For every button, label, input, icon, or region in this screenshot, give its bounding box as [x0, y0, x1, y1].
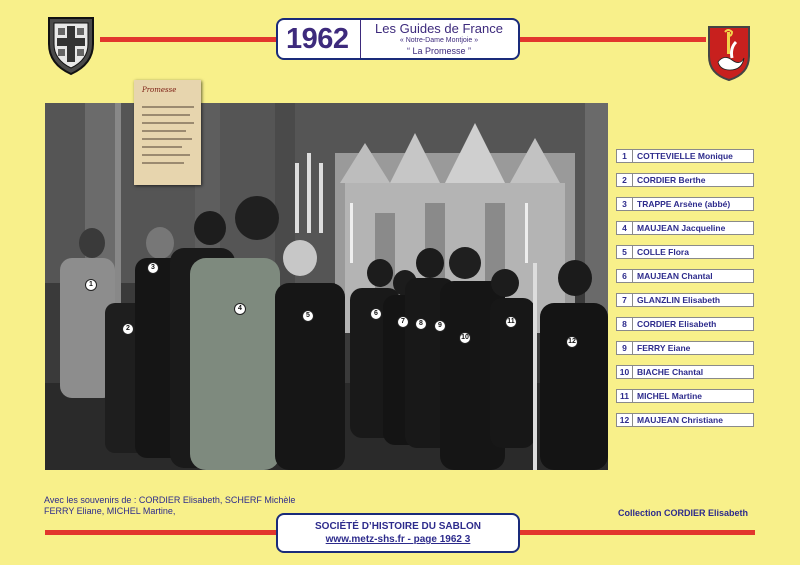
list-item-number: 12 — [617, 414, 633, 426]
website-link[interactable]: www.metz-shs.fr - page 1962 3 — [325, 534, 471, 545]
person-badge: 2 — [122, 323, 134, 335]
list-item — [616, 245, 754, 259]
person-badge: 3 — [147, 262, 159, 274]
title-box — [276, 18, 520, 60]
list-item-number: 7 — [617, 294, 633, 306]
list-item-name: MICHEL Martine — [637, 391, 703, 401]
list-item — [616, 149, 754, 163]
card-text-line — [142, 154, 190, 156]
list-item-name: GLANZLIN Elisabeth — [637, 295, 721, 305]
person-badge: 7 — [397, 316, 409, 328]
list-item-number: 1 — [617, 150, 633, 162]
page-title: Les Guides de France — [375, 21, 503, 36]
souvenirs-line: Avec les souvenirs de : CORDIER Elisabeth, SCHERF Michèle — [44, 495, 296, 505]
promesse-card-title: Promesse — [142, 86, 177, 94]
list-item-name: TRAPPE Arsène (abbé) — [637, 199, 731, 209]
list-item — [616, 341, 754, 355]
list-item-number: 11 — [617, 390, 633, 402]
group-photo — [45, 103, 608, 470]
list-item-name: MAUJEAN Jacqueline — [637, 223, 726, 233]
header-rule-left — [100, 37, 276, 42]
year-label: 1962 — [286, 23, 349, 55]
footer-rule-left — [45, 530, 276, 535]
society-name: SOCIÉTÉ D’HISTOIRE DU SABLON — [315, 521, 481, 532]
coat-of-arms-logo — [706, 24, 752, 82]
card-text-line — [142, 162, 184, 164]
footer-rule-right — [520, 530, 755, 535]
person-badge: 11 — [505, 316, 517, 328]
list-item-number: 9 — [617, 342, 633, 354]
list-item-number: 8 — [617, 318, 633, 330]
list-item-number: 10 — [617, 366, 633, 378]
list-item-name: FERRY Eiane — [637, 343, 691, 353]
list-item-name: MAUJEAN Chantal — [637, 271, 713, 281]
title-separator — [360, 20, 361, 58]
person-badge: 5 — [302, 310, 314, 322]
card-text-line — [142, 106, 194, 108]
list-item — [616, 389, 754, 403]
list-item — [616, 317, 754, 331]
page-caption: “ La Promesse ” — [406, 46, 472, 56]
list-item-name: BIACHE Chantal — [637, 367, 704, 377]
souvenirs-text — [44, 495, 295, 517]
collection-credit: Collection CORDIER Elisabeth — [618, 508, 749, 518]
person-badge: 6 — [370, 308, 382, 320]
footer-box — [276, 513, 520, 553]
list-item-name: CORDIER Elisabeth — [637, 319, 717, 329]
souvenirs-line: FERRY Eliane, MICHEL Martine, — [44, 506, 176, 516]
list-item-number: 5 — [617, 246, 633, 258]
list-item — [616, 197, 754, 211]
person-badge: 4 — [234, 303, 246, 315]
list-item — [616, 413, 754, 427]
person-badge: 10 — [459, 332, 471, 344]
card-text-line — [142, 146, 182, 148]
list-item-number: 2 — [617, 174, 633, 186]
list-item — [616, 365, 754, 379]
list-item-number: 3 — [617, 198, 633, 210]
list-item-name: CORDIER Berthe — [637, 175, 706, 185]
list-item — [616, 269, 754, 283]
list-item-name: COTTEVIELLE Monique — [637, 151, 733, 161]
list-item-number: 6 — [617, 270, 633, 282]
promesse-card-image — [134, 80, 201, 185]
card-text-line — [142, 122, 194, 124]
card-text-line — [142, 114, 190, 116]
person-badge: 1 — [85, 279, 97, 291]
person-badge: 9 — [434, 320, 446, 332]
list-item-name: COLLE Flora — [637, 247, 689, 257]
list-item — [616, 173, 754, 187]
guides-emblem-logo — [45, 14, 97, 76]
list-item — [616, 293, 754, 307]
card-text-line — [142, 138, 192, 140]
header-rule-right — [520, 37, 706, 42]
card-text-line — [142, 130, 186, 132]
person-badge: 8 — [415, 318, 427, 330]
list-item-number: 4 — [617, 222, 633, 234]
person-badge: 12 — [566, 336, 578, 348]
page-subtitle: « Notre-Dame Montjoie » — [399, 37, 479, 44]
list-item-name: MAUJEAN Christiane — [637, 415, 723, 425]
list-item — [616, 221, 754, 235]
